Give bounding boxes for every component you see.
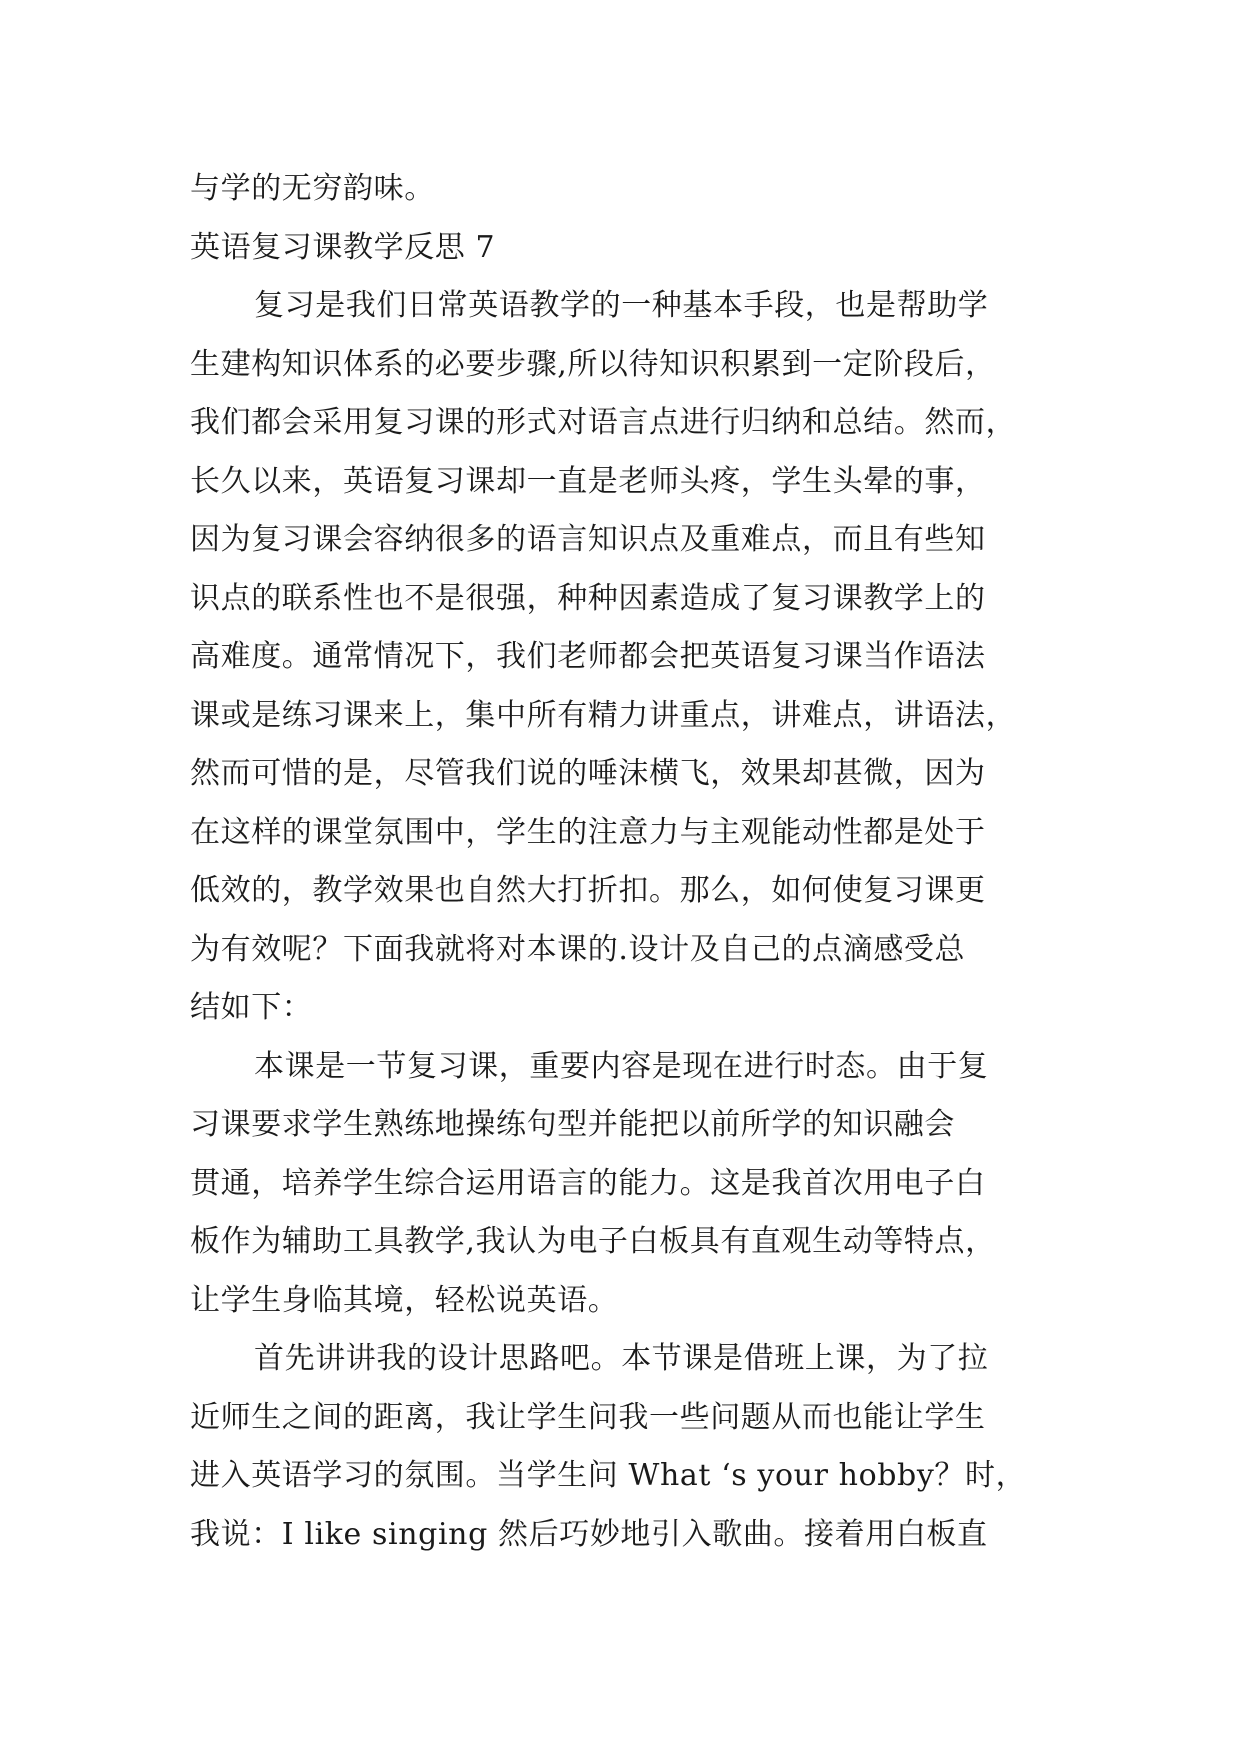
text-line: 识点的联系性也不是很强，种种因素造成了复习课教学上的 (190, 580, 986, 616)
text-line: 我们都会采用复习课的形式对语言点进行归纳和总结。然而， (190, 405, 1017, 440)
text-line: 生建构知识体系的必要步骤,所以待知识积累到一定阶段后， (190, 346, 996, 382)
text-line: 板作为辅助工具教学,我认为电子白板具有直观生动等特点， (190, 1224, 996, 1259)
text-line: 高难度。通常情况下，我们老师都会把英语复习课当作语法 (190, 639, 986, 674)
text-line: 与学的无穷韵味。 (190, 171, 435, 206)
text-line: 为有效呢？下面我就将对本课的.设计及自己的点滴感受总 (190, 931, 966, 967)
paragraph-first-line: 本课是一节复习课，重要内容是现在进行时态。由于复 (254, 1048, 989, 1084)
text-line: 因为复习课会容纳很多的语言知识点及重难点，而且有些知 (190, 522, 986, 557)
text-line: 近师生之间的距离，我让学生问我一些问题从而也能让学生 (190, 1399, 986, 1435)
text-line: 低效的，教学效果也自然大打折扣。那么，如何使复习课更 (190, 873, 986, 908)
text-line: 习课要求学生熟练地操练句型并能把以前所学的知识融会 (190, 1107, 955, 1142)
paragraph-first-line: 复习是我们日常英语教学的一种基本手段，也是帮助学 (254, 288, 989, 323)
text-line: 在这样的课堂氛围中，学生的注意力与主观能动性都是处于 (190, 814, 986, 850)
section-heading: 英语复习课教学反思 7 (190, 229, 496, 265)
text-line: 然而可惜的是，尽管我们说的唾沫横飞，效果却甚微，因为 (190, 756, 986, 791)
text-line: 进入英语学习的氛围。当学生问 What ‘s your hobby？时， (190, 1458, 1027, 1493)
text-line: 长久以来，英语复习课却一直是老师头疼，学生头晕的事， (190, 463, 986, 499)
text-line: 我说：I like singing 然后巧妙地引入歌曲。接着用白板直 (190, 1516, 988, 1552)
document-page (190, 160, 1050, 1564)
text-line: 结如下： (190, 990, 313, 1025)
text-line: 课或是练习课来上，集中所有精力讲重点，讲难点，讲语法， (190, 697, 1017, 733)
text-line: 贯通，培养学生综合运用语言的能力。这是我首次用电子白 (190, 1165, 986, 1201)
paragraph-first-line: 首先讲讲我的设计思路吧。本节课是借班上课，为了拉 (254, 1341, 989, 1376)
text-line: 让学生身临其境，轻松说英语。 (190, 1282, 619, 1318)
